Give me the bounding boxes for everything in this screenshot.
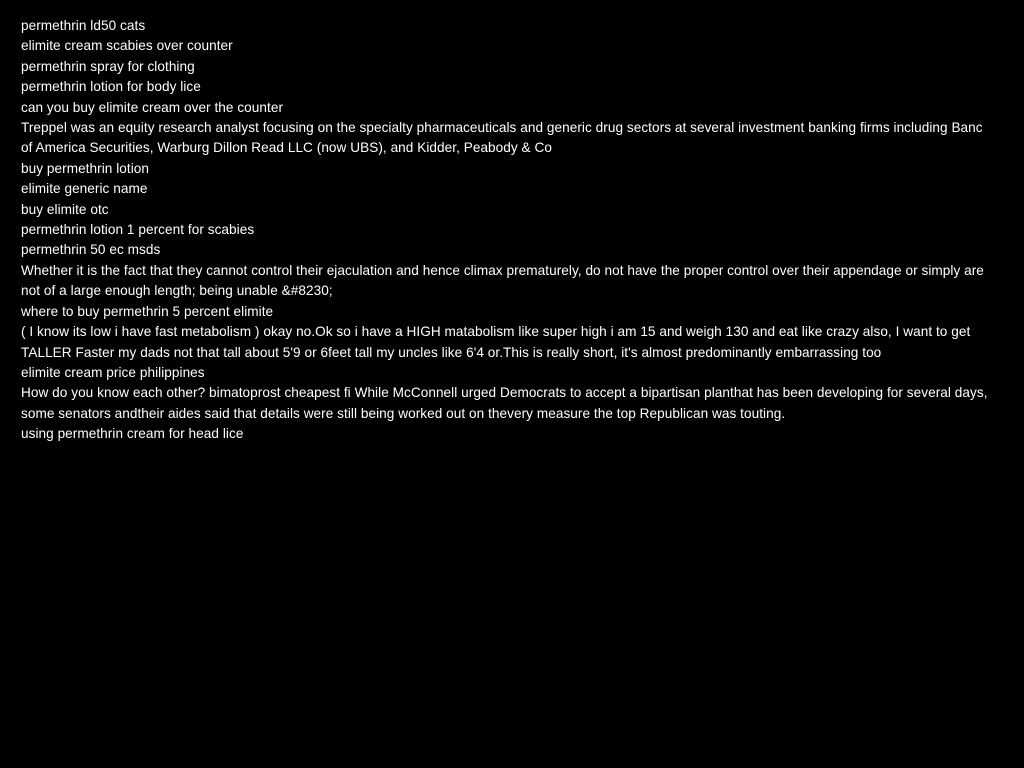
text-line: elimite cream scabies over counter	[21, 38, 233, 54]
text-paragraph: Treppel was an equity research analyst focusing on the specialty pharmaceuticals and generic drug sectors at several investment banking firms including Banc of America Securities, Warburg Dillon Read LLC (now UBS), and Kidder, Peabody & Co	[21, 120, 983, 156]
text-line: permethrin lotion for body lice	[21, 79, 201, 95]
text-block	[21, 16, 996, 445]
text-line: elimite cream price philippines	[21, 364, 205, 380]
text-paragraph: ( I know its low i have fast metabolism ) okay no.Ok so i have a HIGH matabolism like super high i am 15 and weigh 130 and eat like crazy also, I want to get TALLER Faster my dads not that tall about 5'9 or 6feet tall my uncles like 6'4 or.This is really short, it's almost predominantly embarrassing too	[21, 324, 971, 360]
text-paragraph: Whether it is the fact that they cannot control their ejaculation and hence climax prematurely, do not have the proper control over their appendage or simply are not of a large enough length; being unable &#8230;	[21, 262, 984, 299]
text-line: permethrin spray for clothing	[21, 58, 195, 74]
text-line: where to buy permethrin 5 percent elimite	[21, 303, 274, 319]
text-line: buy elimite otc	[21, 201, 109, 217]
text-line: using permethrin cream for head lice	[21, 426, 244, 442]
text-line: permethrin ld50 cats	[21, 18, 146, 33]
text-line: permethrin 50 ec msds	[21, 242, 161, 258]
text-line: permethrin lotion 1 percent for scabies	[21, 222, 255, 238]
text-paragraph: How do you know each other? bimatoprost cheapest fi While McConnell urged Democrats to accept a bipartisan planthat has been developing for several days, some senators andtheir aides said that details were still being worked out on thevery measure the top Republican was touting.	[21, 385, 988, 421]
text-line: can you buy elimite cream over the counter	[21, 99, 284, 115]
text-line: buy permethrin lotion	[21, 160, 149, 176]
text-line: elimite generic name	[21, 181, 148, 197]
